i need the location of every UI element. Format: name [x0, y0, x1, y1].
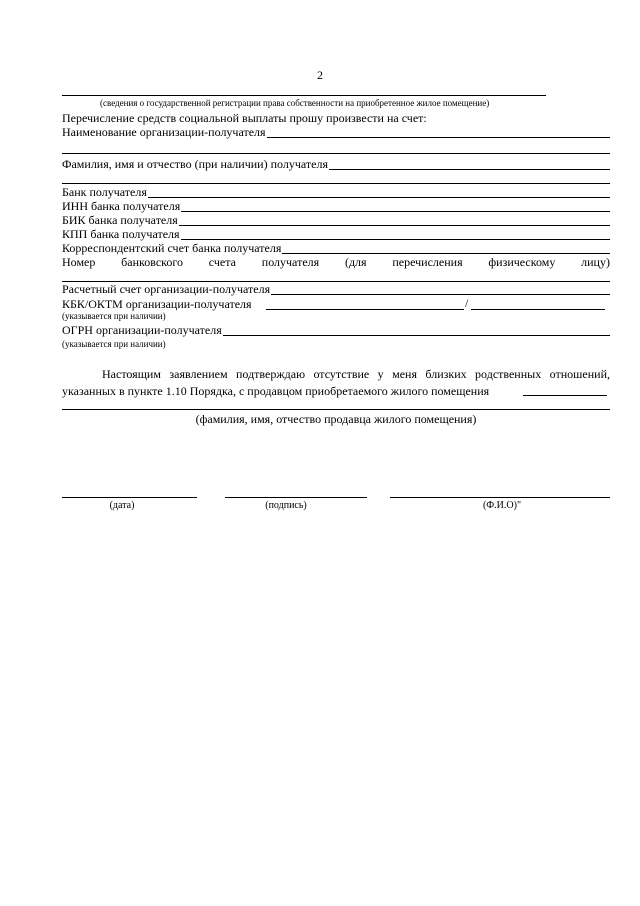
seller-name-field-2[interactable]	[62, 409, 610, 410]
account-word: Номер	[62, 255, 96, 269]
bank-field[interactable]	[148, 187, 610, 198]
corr-account-row	[62, 242, 610, 255]
date-line[interactable]	[62, 497, 197, 498]
account-word: физическому	[488, 255, 556, 269]
ogrn-field[interactable]	[223, 325, 610, 336]
bank-kpp-label: КПП банка получателя	[62, 227, 180, 241]
bank-kpp-row	[62, 228, 610, 241]
seller-caption: (фамилия, имя, отчество продавца жилого помещения)	[195, 412, 477, 426]
statement-text: Настоящим заявлением подтверждаю отсутствие у меня близких родственных отношений, указанных в пункте 1.10 Порядка, с продавцом приобретаемого жилого помещения	[62, 367, 610, 398]
account-word: (для	[344, 255, 367, 269]
org-name-row	[62, 126, 610, 139]
bank-bik-row	[62, 214, 610, 227]
settlement-account-label: Расчетный счет организации-получателя	[62, 282, 271, 296]
account-word: банковского	[121, 255, 183, 269]
transfer-intro: Перечисление средств социальной выплаты прошу произвести на счет:	[62, 111, 427, 125]
page-number: 2	[317, 68, 323, 82]
account-word: перечисления	[392, 255, 463, 269]
recipient-fio-field[interactable]	[329, 159, 610, 170]
kbk-field[interactable]	[266, 309, 464, 310]
bank-row	[62, 186, 610, 199]
org-name-line-2[interactable]	[62, 153, 610, 154]
recipient-fio-label: Фамилия, имя и отчество (при наличии) получателя	[62, 157, 328, 171]
bank-bik-field[interactable]	[179, 215, 610, 226]
settlement-account-field[interactable]	[271, 284, 610, 295]
bank-inn-row	[62, 200, 610, 213]
bank-inn-label: ИНН банка получателя	[62, 199, 181, 213]
kbk-oktm-label: КБК/ОКТМ организации-получателя	[62, 297, 252, 311]
signature-line[interactable]	[225, 497, 367, 498]
org-name-label: Наименование организации-получателя	[62, 125, 266, 139]
ogrn-label: ОГРН организации-получателя	[62, 323, 222, 337]
account-word: лицу)	[581, 255, 610, 269]
ownership-line	[62, 95, 546, 96]
kbk-if-available: (указывается при наличии)	[62, 311, 166, 321]
org-name-field[interactable]	[267, 127, 610, 138]
date-caption: (дата)	[109, 500, 135, 511]
ownership-caption: (сведения о государственной регистрации права собственности на приобретенное жилое помещение)	[100, 98, 490, 108]
fio-caption: (Ф.И.О)"	[482, 500, 522, 511]
signature-caption: (подпись)	[265, 500, 307, 511]
recipient-fio-line-2[interactable]	[62, 183, 610, 184]
bank-kpp-field[interactable]	[181, 229, 610, 240]
account-word: получателя	[261, 255, 320, 269]
settlement-account-row	[62, 283, 610, 296]
bank-bik-label: БИК банка получателя	[62, 213, 178, 227]
account-number-row	[62, 256, 610, 269]
ogrn-row	[62, 324, 610, 337]
recipient-fio-row	[62, 158, 610, 171]
bank-inn-field[interactable]	[181, 201, 610, 212]
seller-name-field-1[interactable]	[523, 395, 607, 396]
corr-account-field[interactable]	[282, 243, 610, 254]
bank-label: Банк получателя	[62, 185, 147, 199]
kbk-separator: /	[465, 296, 469, 310]
corr-account-label: Корреспондентский счет банка получателя	[62, 241, 282, 255]
account-word: счета	[208, 255, 236, 269]
oktm-field[interactable]	[471, 309, 605, 310]
ogrn-if-available: (указывается при наличии)	[62, 339, 166, 349]
fio-line[interactable]	[390, 497, 610, 498]
